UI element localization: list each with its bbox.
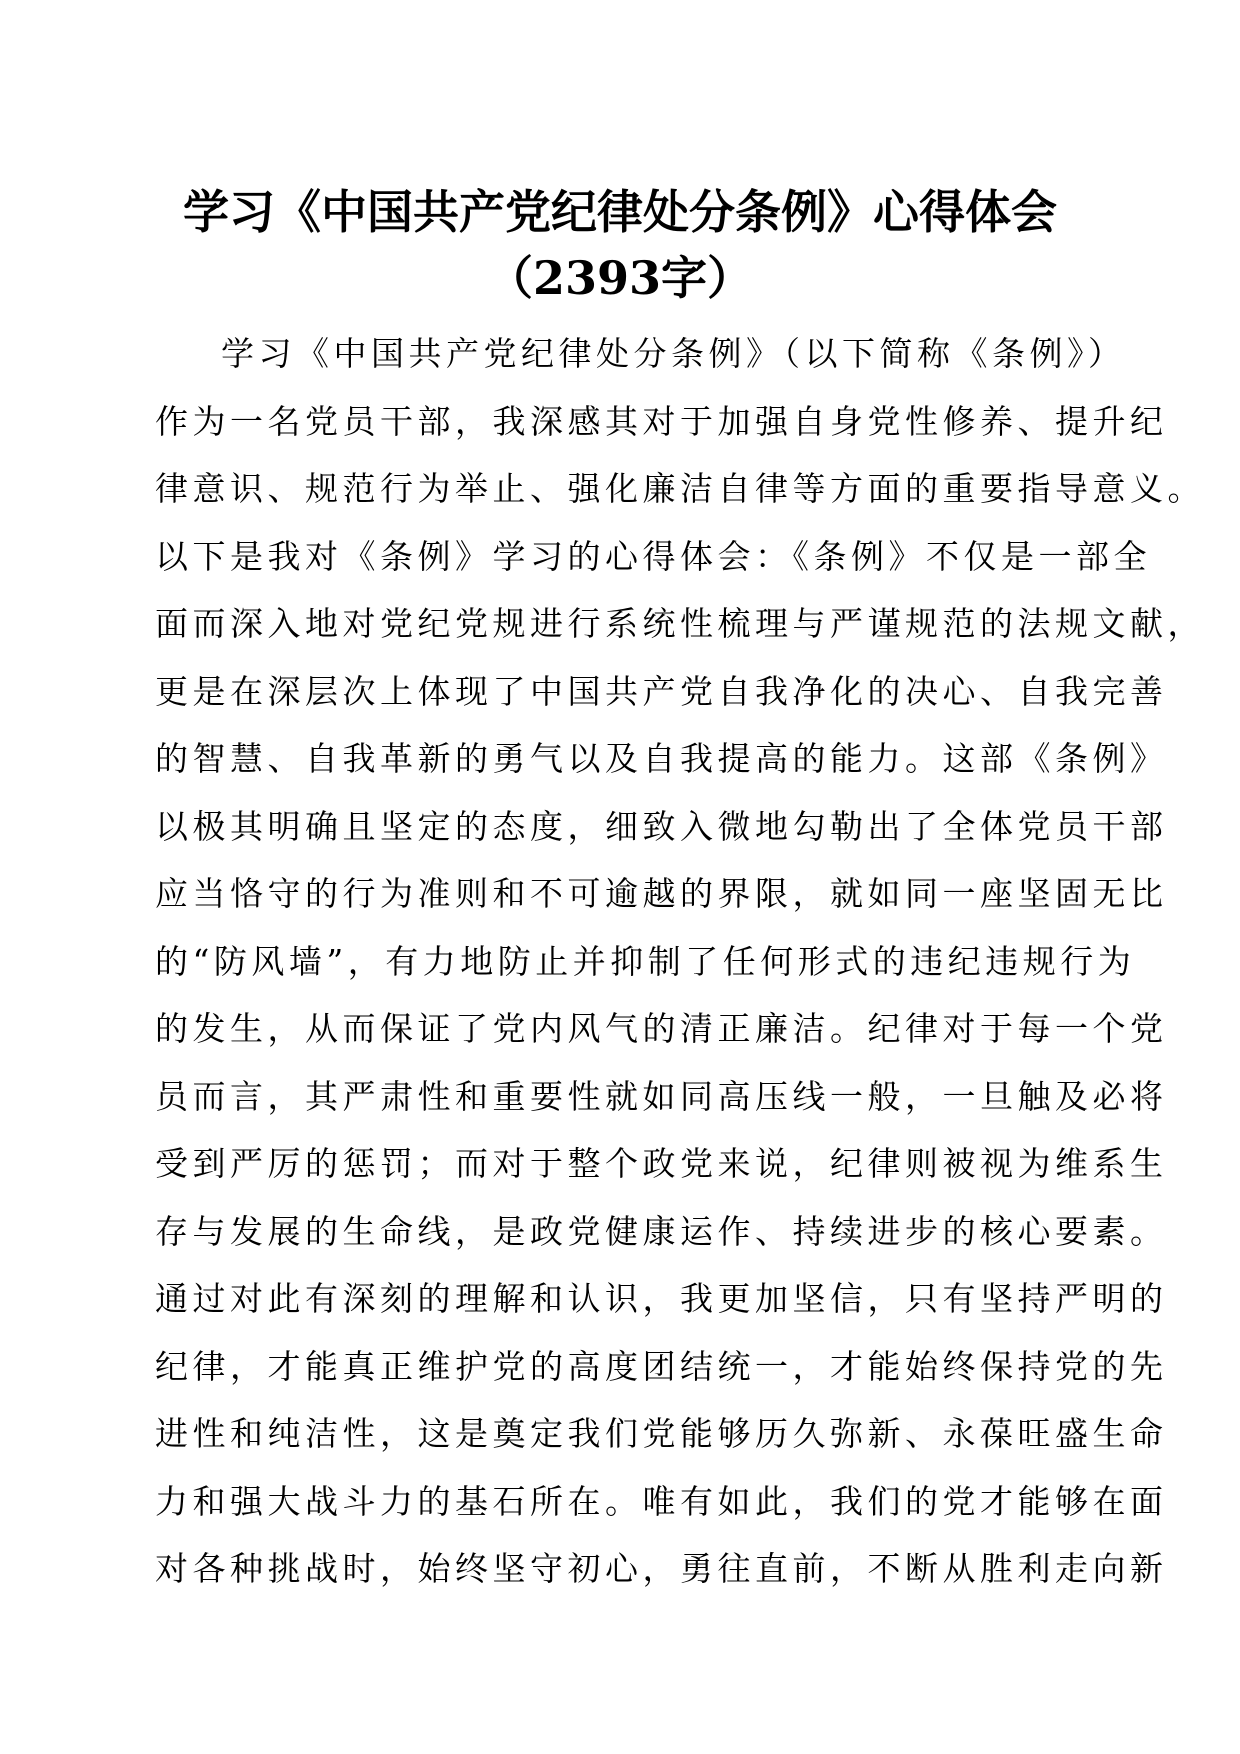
paragraph-line: 对各种挑战时，始终坚守初心，勇往直前，不断从胜利走向新 (155, 1549, 1168, 1588)
paragraph-line: 以极其明确且坚定的态度，细致入微地勾勒出了全体党员干部 (155, 806, 1168, 846)
paragraph-line: 律意识、规范行为举止、强化廉洁自律等方面的重要指导意义。 (155, 469, 1205, 508)
document-title: 学习《中国共产党纪律处分条例》心得体会 (183, 185, 1057, 239)
paragraph-line: 受到严厉的惩罚；而对于整个政党来说，纪律则被视为维系生 (155, 1144, 1168, 1183)
paragraph-line: 的智慧、自我革新的勇气以及自我提高的能力。这部《条例》 (155, 739, 1168, 778)
paragraph-line: 应当恪守的行为准则和不可逾越的界限，就如同一座坚固无比 (155, 874, 1168, 913)
paragraph-line: 面而深入地对党纪党规进行系统性梳理与严谨规范的法规文献， (155, 604, 1205, 643)
paragraph-line: 力和强大战斗力的基石所在。唯有如此，我们的党才能够在面 (155, 1481, 1168, 1521)
paragraph-line: 更是在深层次上体现了中国共产党自我净化的决心、自我完善 (155, 671, 1168, 711)
paragraph-line: 员而言，其严肃性和重要性就如同高压线一般，一旦触及必将 (155, 1076, 1168, 1116)
paragraph-line: 通过对此有深刻的理解和认识，我更加坚信，只有坚持严明的 (155, 1279, 1168, 1318)
paragraph-line: 以下是我对《条例》学习的心得体会：《条例》不仅是一部全 (155, 536, 1151, 576)
paragraph-line: 存与发展的生命线，是政党健康运作、持续进步的核心要素。 (155, 1211, 1168, 1251)
paragraph-line: 进性和纯洁性，这是奠定我们党能够历久弥新、永葆旺盛生命 (155, 1414, 1168, 1453)
paragraph-line: 的发生，从而保证了党内风气的清正廉洁。纪律对于每一个党 (155, 1009, 1168, 1048)
document-word-count: （2393字） (486, 251, 754, 305)
paragraph-line: 学习《中国共产党纪律处分条例》（以下简称《条例》） (221, 334, 1126, 373)
paragraph-line: 纪律，才能真正维护党的高度团结统一，才能始终保持党的先 (155, 1346, 1168, 1386)
document-body (155, 320, 1205, 1603)
paragraph-line: 的“防风墙”，有力地防止并抑制了任何形式的违纪违规行为 (155, 941, 1136, 981)
paragraph-line: 作为一名党员干部，我深感其对于加强自身党性修养、提升纪 (155, 401, 1168, 441)
